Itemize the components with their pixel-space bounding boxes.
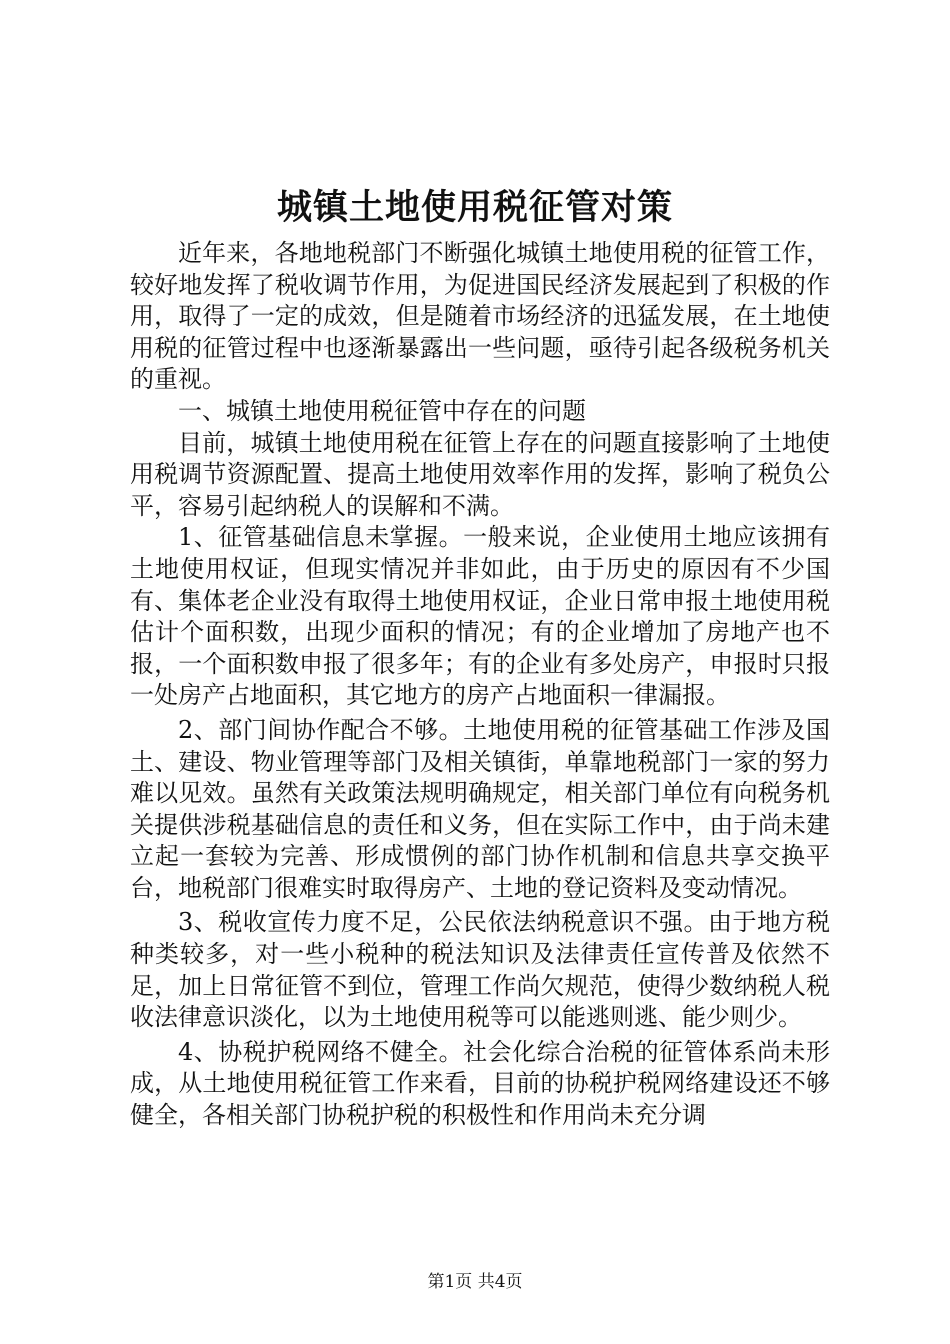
page-number-footer: 第1页 共4页 bbox=[427, 1272, 523, 1292]
paragraph-intro: 近年来，各地地税部门不断强化城镇土地使用税的征管工作，较好地发挥了税收调节作用，为促进国民经济发展起到了积极的作用，取得了一定的成效，但是随着市场经济的迅猛发展，在土地使用税的征管过程中也逐渐暴露出一些问题，亟待引起各级税务机关的重视。 bbox=[130, 239, 830, 394]
section-heading-problems: 一、城镇土地使用税征管中存在的问题 bbox=[178, 396, 586, 425]
paragraph-problems-overview: 目前，城镇土地使用税在征管上存在的问题直接影响了土地使用税调节资源配置、提高土地使用效率作用的发挥，影响了税负公平，容易引起纳税人的误解和不满。 bbox=[130, 428, 830, 520]
paragraph-item-3: 3、税收宣传力度不足，公民依法纳税意识不强。由于地方税种类较多，对一些小税种的税法知识及法律责任宣传普及依然不足，加上日常征管不到位，管理工作尚欠规范，使得少数纳税人税收法律意识淡化，以为土地使用税等可以能逃则逃、能少则少。 bbox=[130, 908, 830, 1032]
document-body bbox=[130, 238, 830, 1132]
paragraph-item-2: 2、部门间协作配合不够。土地使用税的征管基础工作涉及国土、建设、物业管理等部门及相关镇街，单靠地税部门一家的努力难以见效。虽然有关政策法规明确规定，相关部门单位有向税务机关提供涉税基础信息的责任和义务，但在实际工作中，由于尚未建立起一套较为完善、形成惯例的部门协作机制和信息共享交换平台，地税部门很难实时取得房产、土地的登记资料及变动情况。 bbox=[130, 715, 830, 902]
document-title: 城镇土地使用税征管对策 bbox=[276, 187, 673, 228]
paragraph-item-4: 4、协税护税网络不健全。社会化综合治税的征管体系尚未形成，从土地使用税征管工作来看，目前的协税护税网络建设还不够健全，各相关部门协税护税的积极性和作用尚未充分调 bbox=[130, 1037, 830, 1130]
paragraph-item-1: 1、征管基础信息未掌握。一般来说，企业使用土地应该拥有土地使用权证，但现实情况并非如此，由于历史的原因有不少国有、集体老企业没有取得土地使用权证，企业日常申报土地使用税估计个面积数，出现少面积的情况；有的企业增加了房地产也不报，一个面积数申报了很多年；有的企业有多处房产，申报时只报一处房产占地面积，其它地方的房产占地面积一律漏报。 bbox=[130, 523, 830, 710]
